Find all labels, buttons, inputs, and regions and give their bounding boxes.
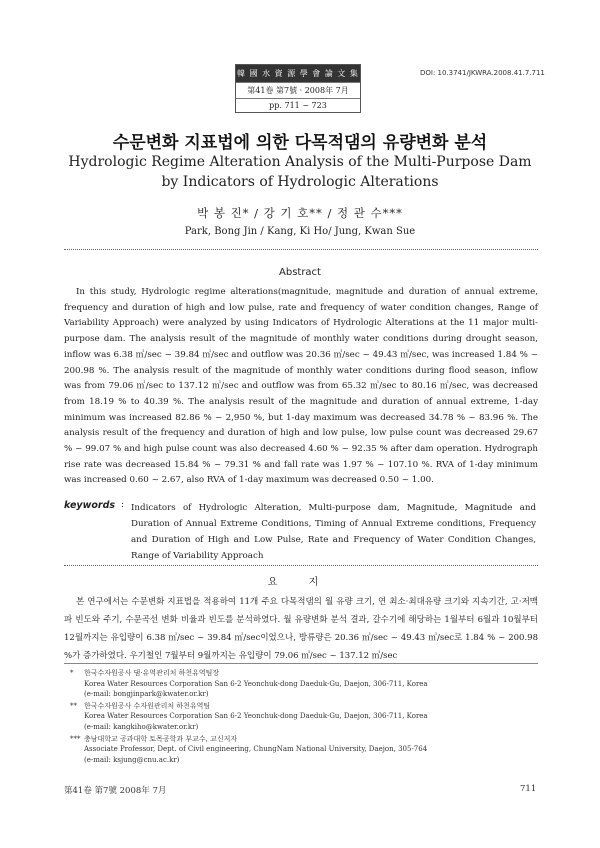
footnote-affiliation-en: Korea Water Resources Corporation San 6-2 Yeonchuk-dong Daeduk-Gu, Daejon, 306-711, Korea (84, 712, 428, 721)
abstract-heading: Abstract (279, 267, 321, 278)
footnote-3 (70, 734, 540, 766)
journal-info-box (235, 64, 361, 113)
summary-heading: 요 지 (267, 577, 333, 588)
footnote-email[interactable]: (e-mail: kangkiho@kwater.or.kr) (84, 722, 199, 731)
authors-english: Park, Bong Jin / Kang, Ki Ho/ Jung, Kwan Sue (184, 226, 416, 237)
keywords-text: Indicators of Hydrologic Alteration, Multi-purpose dam, Magnitude, Magnitude and Duration of Annual Extreme Conditions, Timing of Annual Extreme conditions, Frequency and Duration of High and Low Pulse, Rate and Frequency of Water Condition Changes, Range of Variability Approach (131, 503, 536, 561)
footnote-2 (70, 701, 540, 733)
footnote-1 (70, 668, 540, 700)
abstract-text: In this study, Hydrologic regime alterations(magnitude, magnitude and duration of annual extreme, frequency and duration of high and low pulse, rate and frequency of water condition changes, Range of Variability Approach) were analyzed by using Indicators of Hydrologic Alterations at the 11 major multi-purpose dam. The analysis result of the magnitude of monthly water conditions during drought season, inflow was 6.38 ㎥/sec ~ 39.84 ㎥/sec and outflow was 20.36 ㎥/sec ~ 49.43 ㎥/sec, was increased 1.84 % ~ 200.98 %. The analysis result of the magnitude of monthly water conditions during flood season, inflow was from 79.06 ㎥/sec to 137.12 ㎥/sec and outflow was from 65.32 ㎥/sec to 80.16 ㎥/sec, was decreased from 18.19 % to 40.39 %. The analysis result of the magnitude and duration of annual extreme, 1-day minimum was increased 82.86 % ~ 2,950 %, but 1-day maximum was decreased 34.78 % ~ 83.96 %. The analysis result of the frequency and duration of high and low pulse, low pulse count was decreased 29.67 % ~ 99.07 % and high pulse count was also decreased 4.60 % ~ 92.35 % after dam operation. Hydrograph rise rate was decreased 15.84 % ~ 79.31 % and fall rate was 1.97 % ~ 107.10 %. RVA of 1-day minimum was increased 0.60 ~ 2.67, also RVA of 1-day maximum was decreased 0.50 ~ 1.00. (64, 287, 538, 486)
journal-name: 韓 國 水 資 源 學 會 論 文 集 (236, 65, 360, 82)
doi-label[interactable]: DOI: 10.3741/JKWRA.2008.41.7.711 (420, 69, 545, 77)
summary-text: 본 연구에서는 수문변화 지표법을 적용하여 11개 주요 다목적댐의 월 유량 크기, 연 최소·최대유량 크기와 지속기간, 고·저맥파 빈도와 주기, 수문곡선 변화 비율과 빈도를 분석하였다. 월 유량변화 분석 결과, 갈수기에 해당하는 1월부터 6월과 10월부터 12월까지는 유입량이 6.38 ㎥/sec ~ 39.84 ㎥/sec이었으나, 방류량은 20.36 ㎥/sec ~ 49.43 ㎥/sec로 1.84 % ~ 200.98 %가 증가하였다. 우기철인 7월부터 9월까지는 유입량이 79.06 ㎥/sec ~ 137.12 ㎥/sec (64, 597, 538, 661)
authors-korean: 박 봉 진* / 강 기 호** / 정 관 수*** (197, 206, 403, 220)
footnote-affiliation-ko: 한국수자원공사 댐·유역관리처 하천유역팀장 (84, 669, 220, 677)
footnote-affiliation-en: Associate Professor, Dept. of Civil engineering, ChungNam National University, Daejon, 305-764 (84, 745, 428, 754)
divider-top (64, 249, 538, 250)
footnote-mark: ** (70, 701, 77, 710)
journal-pages: pp. 711 ~ 723 (236, 98, 360, 112)
footer-page-number: 711 (520, 784, 537, 794)
footnote-email[interactable]: (e-mail: bongjinpark@kwater.or.kr) (84, 690, 209, 699)
title-korean: 수문변화 지표법에 의한 다목적댐의 유량변화 분석 (112, 133, 488, 153)
footnote-mark: * (70, 669, 74, 677)
footnote-divider (64, 663, 538, 664)
footnotes (70, 668, 540, 766)
title-english-line-1: Hydrologic Regime Alteration Analysis of the Multi-Purpose Dam (68, 154, 532, 170)
footer-journal-issue: 第41卷 第7號 2008年 7月 (64, 786, 167, 796)
divider-middle (64, 565, 538, 566)
footnote-affiliation-ko: 한국수자원공사 수자원관리처 하천유역팀 (84, 701, 211, 710)
keywords-label: keywords (64, 500, 116, 511)
title-english (0, 152, 600, 192)
footnote-affiliation-en: Korea Water Resources Corporation San 6-2 Yeonchuk-dong Daeduk-Gu, Daejon, 306-711, Korea (84, 679, 428, 688)
footnote-email[interactable]: (e-mail: ksjung@cnu.ac.kr) (84, 755, 180, 764)
keywords-colon: : (121, 500, 125, 510)
footnote-affiliation-ko: 충남대학교 공과대학 토목공학과 부교수, 교신저자 (84, 734, 238, 743)
journal-volume: 第41卷 第7號 · 2008年 7月 (236, 82, 360, 98)
title-english-line-2: by Indicators of Hydrologic Alterations (161, 174, 439, 190)
footnote-mark: *** (70, 734, 81, 743)
